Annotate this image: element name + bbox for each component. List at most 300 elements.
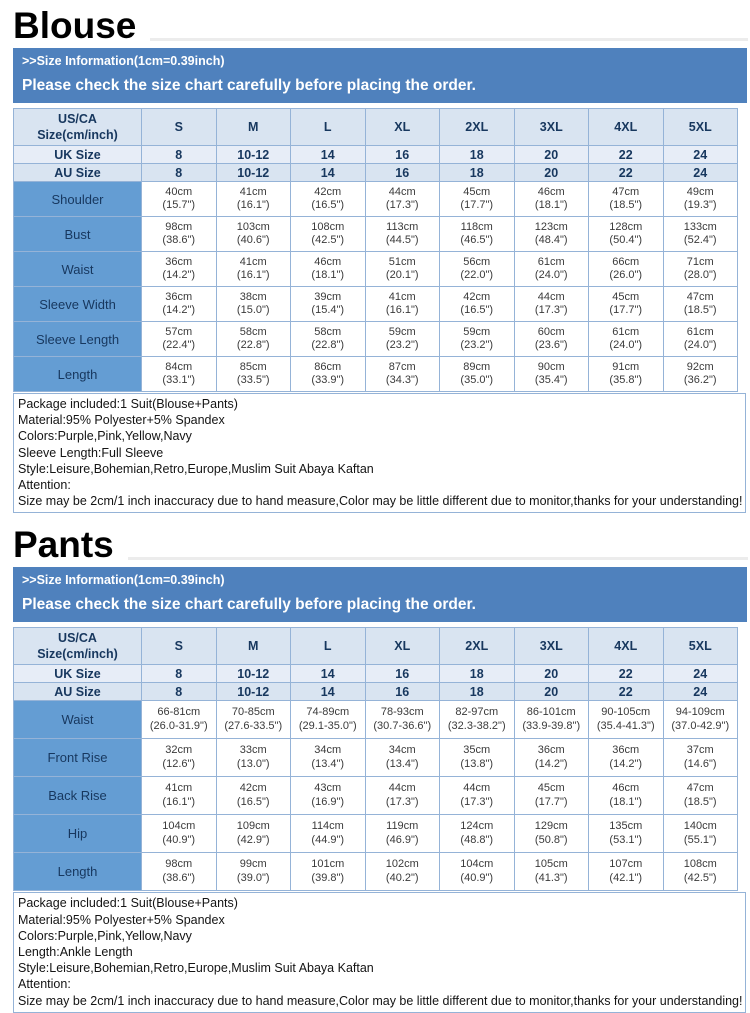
measurement-inch: (17.7") xyxy=(609,304,643,316)
uk-size-label: UK Size xyxy=(14,146,142,164)
au-size-value: 16 xyxy=(365,164,440,182)
size-check-warning: Please check the size chart carefully before placing the order. xyxy=(22,596,476,614)
measurement-inch: (17.3") xyxy=(385,795,419,808)
size-info-note: >>Size Information(1cm=0.39inch) xyxy=(22,54,225,68)
au-size-row xyxy=(14,683,738,701)
measurement-cm: 59cm xyxy=(388,325,416,338)
uk-size-value: 18 xyxy=(440,146,515,164)
pants-details-box xyxy=(13,892,746,1012)
measurement-cm: 128cm xyxy=(609,220,643,233)
measurement-inch: (14.6") xyxy=(683,757,717,770)
measurement-cm: 90cm xyxy=(537,360,565,373)
measurement-cm: 66-81cm xyxy=(157,706,201,719)
measurement-cm: 34cm xyxy=(314,744,342,757)
measurement-inch: (38.6") xyxy=(162,871,196,884)
measurement-inch: (48.8") xyxy=(460,833,494,846)
measurement-cell xyxy=(142,252,217,287)
measurement-cm: 70-85cm xyxy=(231,706,275,719)
measurement-cell xyxy=(216,357,291,392)
au-size-value: 18 xyxy=(440,683,515,701)
measurement-inch: (34.3") xyxy=(385,374,419,386)
measurement-cm: 42cm xyxy=(463,290,491,303)
measurement-cell xyxy=(440,777,515,815)
measurement-inch: (26.0") xyxy=(609,269,643,281)
measurement-cm: 39cm xyxy=(314,290,342,303)
measurement-inch: (22.4") xyxy=(162,339,196,351)
measurement-inch: (16.1") xyxy=(236,199,270,211)
measurement-cell xyxy=(291,217,366,252)
measurement-cm: 61cm xyxy=(686,325,714,338)
measurement-inch: (27.6-33.5") xyxy=(224,719,283,732)
measurement-cm: 86-101cm xyxy=(526,706,576,719)
measurement-inch: (37.0-42.9") xyxy=(671,719,730,732)
measurement-cell xyxy=(440,739,515,777)
measurement-inch: (50.8") xyxy=(534,833,568,846)
measurement-inch: (42.1") xyxy=(609,871,643,884)
uk-size-value: 8 xyxy=(142,665,217,683)
size-col-header: L xyxy=(291,628,366,665)
measurement-inch: (16.1") xyxy=(236,269,270,281)
size-col-header: XL xyxy=(365,109,440,146)
measurement-cm: 49cm xyxy=(686,185,714,198)
measurement-cm: 102cm xyxy=(385,858,419,871)
measurement-inch: (17.7") xyxy=(460,199,494,211)
au-size-value: 20 xyxy=(514,164,589,182)
measurement-cm: 119cm xyxy=(386,820,419,833)
detail-line: Material:95% Polyester+5% Spandex xyxy=(18,413,225,428)
measurement-inch: (35.4") xyxy=(534,374,568,386)
measurement-inch: (14.2") xyxy=(162,269,196,281)
measurement-cell xyxy=(291,777,366,815)
uk-size-row xyxy=(14,665,738,683)
size-col-header: 4XL xyxy=(589,109,664,146)
measurement-cell xyxy=(440,217,515,252)
measurement-cell xyxy=(142,182,217,217)
measurement-cm: 47cm xyxy=(686,290,714,303)
measurement-cm: 104cm xyxy=(162,820,196,833)
measurement-cm: 74-89cm xyxy=(306,706,350,719)
measurement-inch: (41.3") xyxy=(534,871,568,884)
measurement-row xyxy=(14,701,738,739)
measurement-inch: (55.1") xyxy=(683,833,717,846)
measurement-cell xyxy=(365,217,440,252)
measurement-cell xyxy=(142,357,217,392)
measurement-cm: 35cm xyxy=(463,744,491,757)
measurement-cell xyxy=(142,853,217,891)
measurement-cell xyxy=(142,287,217,322)
measurement-inch: (39.0") xyxy=(236,871,270,884)
uk-size-value: 14 xyxy=(291,665,366,683)
measurement-cm: 41cm xyxy=(388,290,416,303)
measurement-cm: 47cm xyxy=(612,185,640,198)
size-col-header: 3XL xyxy=(514,628,589,665)
measurement-cell xyxy=(142,777,217,815)
measurement-cm: 87cm xyxy=(388,360,416,373)
pants-title: Pants xyxy=(7,522,128,567)
corner-header-line: US/CA xyxy=(58,112,97,126)
corner-header-line: Size(cm/inch) xyxy=(37,128,118,142)
au-size-value: 20 xyxy=(514,683,589,701)
au-size-value: 18 xyxy=(440,164,515,182)
size-col-header: 2XL xyxy=(440,628,515,665)
measurement-cell xyxy=(216,322,291,357)
measurement-inch: (35.0") xyxy=(460,374,494,386)
measurement-cell xyxy=(216,815,291,853)
measurement-cell xyxy=(142,815,217,853)
detail-line: Package included:1 Suit(Blouse+Pants) xyxy=(18,397,238,411)
measurement-cm: 36cm xyxy=(537,744,565,757)
measurement-cm: 99cm xyxy=(239,858,267,871)
section-blouse xyxy=(13,3,748,513)
measurement-inch: (19.3") xyxy=(683,199,717,211)
measurement-cm: 51cm xyxy=(388,255,416,268)
measurement-inch: (53.1") xyxy=(609,833,643,846)
measurement-cm: 41cm xyxy=(239,185,267,198)
measurement-cm: 66cm xyxy=(612,255,640,268)
measurement-cm: 41cm xyxy=(239,255,267,268)
measurement-inch: (35.4-41.3") xyxy=(596,719,655,732)
measurement-inch: (17.3") xyxy=(534,304,568,316)
measurement-label: Hip xyxy=(14,815,142,853)
measurement-inch: (16.5") xyxy=(460,304,494,316)
au-size-value: 8 xyxy=(142,164,217,182)
au-size-value: 14 xyxy=(291,683,366,701)
measurement-cm: 45cm xyxy=(463,185,491,198)
measurement-cell xyxy=(291,853,366,891)
measurement-inch: (24.0") xyxy=(534,269,568,281)
measurement-inch: (14.2") xyxy=(609,757,643,770)
au-size-value: 10-12 xyxy=(216,683,291,701)
measurement-cm: 61cm xyxy=(612,325,640,338)
measurement-cm: 44cm xyxy=(388,185,416,198)
measurement-cell xyxy=(440,701,515,739)
measurement-cm: 98cm xyxy=(165,858,193,871)
detail-line: Material:95% Polyester+5% Spandex xyxy=(18,912,225,927)
measurement-inch: (46.5") xyxy=(460,234,494,246)
measurement-inch: (33.9-39.8") xyxy=(522,719,581,732)
measurement-cell xyxy=(365,322,440,357)
measurement-inch: (42.9") xyxy=(236,833,270,846)
detail-line: Length:Ankle Length xyxy=(18,945,133,960)
au-size-value: 16 xyxy=(365,683,440,701)
measurement-cell xyxy=(514,182,589,217)
measurement-inch: (46.9") xyxy=(385,833,419,846)
au-size-value: 10-12 xyxy=(216,164,291,182)
measurement-cell xyxy=(142,217,217,252)
measurement-cm: 56cm xyxy=(463,255,491,268)
size-col-header: 5XL xyxy=(663,628,738,665)
uk-size-value: 16 xyxy=(365,665,440,683)
measurement-cm: 107cm xyxy=(609,858,643,871)
measurement-cm: 118cm xyxy=(460,220,493,233)
measurement-label: Back Rise xyxy=(14,777,142,815)
measurement-cm: 46cm xyxy=(314,255,342,268)
table-corner-header xyxy=(14,628,142,665)
measurement-row xyxy=(14,815,738,853)
size-info-banner xyxy=(13,48,747,103)
measurement-cm: 94-109cm xyxy=(675,706,725,719)
measurement-inch: (52.4") xyxy=(683,234,717,246)
measurement-cell xyxy=(589,217,664,252)
measurement-cell xyxy=(216,182,291,217)
measurement-inch: (22.8") xyxy=(236,339,270,351)
measurement-cell xyxy=(216,777,291,815)
measurement-cm: 114cm xyxy=(311,820,344,833)
au-size-value: 8 xyxy=(142,683,217,701)
pants-size-table xyxy=(13,627,738,891)
uk-size-value: 10-12 xyxy=(216,665,291,683)
measurement-cell xyxy=(514,739,589,777)
measurement-cm: 123cm xyxy=(534,220,568,233)
measurement-cm: 113cm xyxy=(386,220,419,233)
uk-size-value: 10-12 xyxy=(216,146,291,164)
measurement-row xyxy=(14,252,738,287)
detail-line: Attention: xyxy=(18,478,71,493)
measurement-cell xyxy=(514,217,589,252)
measurement-cell xyxy=(514,815,589,853)
measurement-cell xyxy=(291,287,366,322)
uk-size-label: UK Size xyxy=(14,665,142,683)
measurement-row xyxy=(14,357,738,392)
au-size-value: 22 xyxy=(589,164,664,182)
measurement-inch: (14.2") xyxy=(534,757,568,770)
uk-size-value: 22 xyxy=(589,146,664,164)
measurement-cm: 86cm xyxy=(314,360,342,373)
measurement-cm: 44cm xyxy=(537,290,565,303)
measurement-cell xyxy=(663,252,738,287)
measurement-inch: (22.0") xyxy=(460,269,494,281)
measurement-inch: (22.8") xyxy=(311,339,345,351)
blouse-details-box xyxy=(13,393,746,513)
measurement-cell xyxy=(589,777,664,815)
measurement-cm: 41cm xyxy=(165,782,193,795)
uk-size-value: 20 xyxy=(514,665,589,683)
measurement-row xyxy=(14,853,738,891)
measurement-inch: (40.6") xyxy=(236,234,270,246)
measurement-cm: 78-93cm xyxy=(380,706,424,719)
measurement-cell xyxy=(365,739,440,777)
measurement-cell xyxy=(440,252,515,287)
measurement-cell xyxy=(663,182,738,217)
measurement-cell xyxy=(589,287,664,322)
size-col-header: M xyxy=(216,628,291,665)
measurement-cm: 44cm xyxy=(463,782,491,795)
measurement-inch: (40.9") xyxy=(460,871,494,884)
measurement-cell xyxy=(440,853,515,891)
measurement-cell xyxy=(440,182,515,217)
measurement-inch: (18.1") xyxy=(311,269,345,281)
measurement-inch: (35.8") xyxy=(609,374,643,386)
detail-line: Colors:Purple,Pink,Yellow,Navy xyxy=(18,429,192,444)
measurement-cell xyxy=(663,357,738,392)
detail-line: Size may be 2cm/1 inch inaccuracy due to hand measure,Color may be little different due to monitor,thanks for your understanding! xyxy=(18,993,743,1008)
measurement-inch: (42.5") xyxy=(683,871,717,884)
measurement-cell xyxy=(291,739,366,777)
measurement-cell xyxy=(216,252,291,287)
uk-size-value: 8 xyxy=(142,146,217,164)
measurement-cm: 89cm xyxy=(463,360,491,373)
measurement-inch: (17.3") xyxy=(385,199,419,211)
au-size-value: 22 xyxy=(589,683,664,701)
measurement-cm: 101cm xyxy=(311,858,345,871)
measurement-inch: (13.4") xyxy=(311,757,345,770)
measurement-cm: 43cm xyxy=(314,782,342,795)
measurement-inch: (32.3-38.2") xyxy=(447,719,506,732)
measurement-inch: (16.1") xyxy=(162,795,196,808)
measurement-cell xyxy=(663,217,738,252)
measurement-cm: 90-105cm xyxy=(601,706,651,719)
measurement-cm: 45cm xyxy=(612,290,640,303)
measurement-cell xyxy=(216,287,291,322)
measurement-row xyxy=(14,287,738,322)
measurement-row xyxy=(14,182,738,217)
detail-line: Colors:Purple,Pink,Yellow,Navy xyxy=(18,928,192,943)
measurement-cell xyxy=(589,739,664,777)
measurement-cell xyxy=(589,322,664,357)
measurement-cm: 61cm xyxy=(537,255,565,268)
measurement-cell xyxy=(291,182,366,217)
measurement-row xyxy=(14,777,738,815)
measurement-cm: 124cm xyxy=(460,820,494,833)
measurement-cell xyxy=(514,252,589,287)
measurement-inch: (24.0") xyxy=(609,339,643,351)
measurement-label: Front Rise xyxy=(14,739,142,777)
measurement-inch: (13.4") xyxy=(385,757,419,770)
measurement-cm: 108cm xyxy=(311,220,345,233)
measurement-inch: (44.9") xyxy=(311,833,345,846)
au-size-label: AU Size xyxy=(14,683,142,701)
measurement-cm: 59cm xyxy=(463,325,491,338)
measurement-inch: (18.5") xyxy=(683,795,717,808)
size-header-row xyxy=(14,628,738,665)
au-size-row xyxy=(14,164,738,182)
measurement-inch: (17.7") xyxy=(534,795,568,808)
measurement-inch: (40.9") xyxy=(162,833,196,846)
measurement-cm: 33cm xyxy=(239,744,267,757)
measurement-inch: (18.5") xyxy=(683,304,717,316)
measurement-cm: 58cm xyxy=(239,325,267,338)
measurement-cm: 32cm xyxy=(165,744,193,757)
measurement-cm: 40cm xyxy=(165,185,193,198)
measurement-cm: 103cm xyxy=(236,220,270,233)
measurement-cell xyxy=(216,739,291,777)
measurement-cell xyxy=(663,701,738,739)
measurement-cell xyxy=(514,701,589,739)
size-info-note: >>Size Information(1cm=0.39inch) xyxy=(22,573,225,588)
measurement-cm: 92cm xyxy=(686,360,714,373)
measurement-cell xyxy=(291,815,366,853)
measurement-cm: 57cm xyxy=(165,325,193,338)
measurement-cm: 105cm xyxy=(534,858,568,871)
measurement-cell xyxy=(365,252,440,287)
measurement-cell xyxy=(291,322,366,357)
measurement-cell xyxy=(440,322,515,357)
measurement-cell xyxy=(291,357,366,392)
measurement-cm: 98cm xyxy=(165,220,193,233)
measurement-inch: (36.2") xyxy=(683,374,717,386)
measurement-cell xyxy=(663,287,738,322)
uk-size-value: 14 xyxy=(291,146,366,164)
measurement-cm: 109cm xyxy=(236,820,270,833)
measurement-cell xyxy=(291,701,366,739)
measurement-cell xyxy=(589,357,664,392)
measurement-cell xyxy=(663,815,738,853)
measurement-cm: 47cm xyxy=(686,782,714,795)
measurement-cm: 133cm xyxy=(683,220,717,233)
measurement-cell xyxy=(142,322,217,357)
measurement-cell xyxy=(365,357,440,392)
uk-size-value: 24 xyxy=(663,665,738,683)
measurement-cell xyxy=(365,287,440,322)
measurement-cm: 91cm xyxy=(612,360,640,373)
measurement-cm: 42cm xyxy=(239,782,267,795)
measurement-inch: (15.7") xyxy=(162,199,196,211)
measurement-cell xyxy=(589,252,664,287)
measurement-cm: 58cm xyxy=(314,325,342,338)
corner-header-line: US/CA xyxy=(58,631,97,646)
measurement-cell xyxy=(216,853,291,891)
measurement-cm: 108cm xyxy=(683,858,717,871)
blouse-title-row xyxy=(7,3,748,48)
measurement-label: Sleeve Width xyxy=(14,287,142,322)
measurement-inch: (23.6") xyxy=(534,339,568,351)
measurement-cm: 84cm xyxy=(165,360,193,373)
measurement-inch: (33.1") xyxy=(162,374,196,386)
measurement-inch: (16.1") xyxy=(385,304,419,316)
measurement-cm: 44cm xyxy=(388,782,416,795)
detail-line: Style:Leisure,Bohemian,Retro,Europe,Muslim Suit Abaya Kaftan xyxy=(18,961,374,976)
measurement-cm: 36cm xyxy=(612,744,640,757)
measurement-cell xyxy=(291,252,366,287)
measurement-cell xyxy=(440,287,515,322)
measurement-inch: (38.6") xyxy=(162,234,196,246)
measurement-cell xyxy=(514,322,589,357)
measurement-label: Waist xyxy=(14,252,142,287)
measurement-cm: 37cm xyxy=(686,744,714,757)
measurement-label: Length xyxy=(14,357,142,392)
measurement-inch: (23.2") xyxy=(385,339,419,351)
size-col-header: XL xyxy=(365,628,440,665)
detail-line: Package included:1 Suit(Blouse+Pants) xyxy=(18,896,238,911)
au-size-label: AU Size xyxy=(14,164,142,182)
measurement-cell xyxy=(216,701,291,739)
measurement-inch: (16.5") xyxy=(311,199,345,211)
measurement-inch: (33.9") xyxy=(311,374,345,386)
measurement-inch: (39.8") xyxy=(311,871,345,884)
measurement-cell xyxy=(365,815,440,853)
table-corner-header xyxy=(14,109,142,146)
size-col-header: 3XL xyxy=(514,109,589,146)
measurement-cell xyxy=(514,777,589,815)
measurement-label: Sleeve Length xyxy=(14,322,142,357)
measurement-cm: 36cm xyxy=(165,255,193,268)
uk-size-value: 24 xyxy=(663,146,738,164)
measurement-row xyxy=(14,739,738,777)
uk-size-value: 22 xyxy=(589,665,664,683)
measurement-inch: (42.5") xyxy=(311,234,345,246)
measurement-label: Bust xyxy=(14,217,142,252)
measurement-cell xyxy=(663,739,738,777)
measurement-cell xyxy=(663,777,738,815)
size-header-row xyxy=(14,109,738,146)
measurement-inch: (18.1") xyxy=(534,199,568,211)
uk-size-row xyxy=(14,146,738,164)
measurement-inch: (29.1-35.0") xyxy=(298,719,357,732)
detail-line: Sleeve Length:Full Sleeve xyxy=(18,445,164,460)
section-pants xyxy=(13,522,748,1012)
blouse-size-table xyxy=(13,108,738,392)
measurement-cell xyxy=(365,182,440,217)
